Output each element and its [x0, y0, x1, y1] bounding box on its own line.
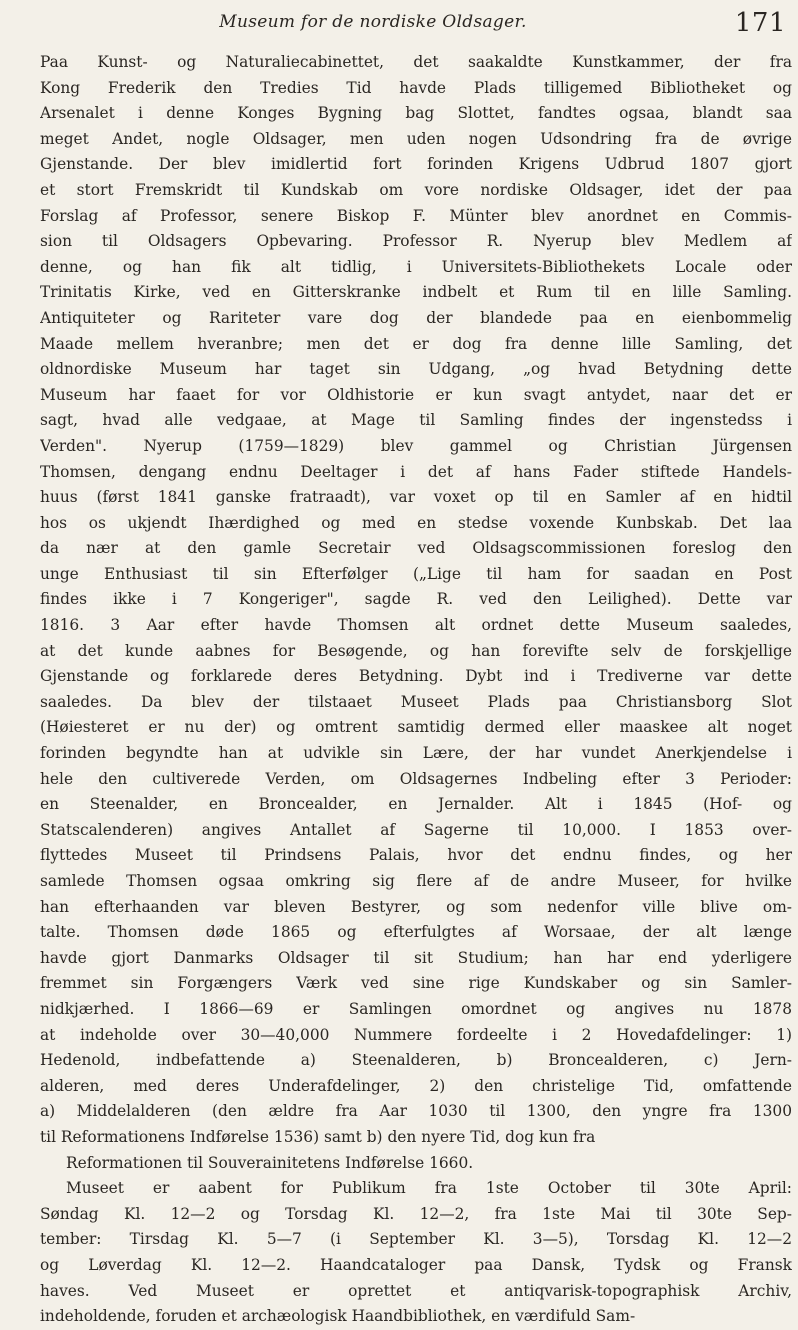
- text-line: indeholdende, foruden et archæologisk Haandbibliothek, en værdifuld Sam-: [40, 1307, 636, 1326]
- text-line: (Høiesteret er nu der) og omtrent samtidig dermed eller maaskee alt noget: [40, 718, 792, 737]
- text-line: et stort Fremskridt til Kundskab om vore nordiske Oldsager, idet der paa: [40, 180, 792, 199]
- running-head: Museum for de nordiske Oldsager.: [219, 12, 527, 32]
- text-line: a) Middelalderen (den ældre fra Aar 1030 til 1300, den yngre fra 1300: [40, 1102, 792, 1121]
- text-line: nidkjærhed. I 1866—69 er Samlingen omordnet og angives nu 1878: [40, 999, 792, 1018]
- text-line: unge Enthusiast til sin Efterfølger („Lige til ham for saadan en Post: [40, 564, 792, 583]
- page-header: [40, 8, 786, 46]
- text-line: en Steenalder, en Broncealder, en Jernalder. Alt i 1845 (Hof- og: [40, 795, 792, 814]
- text-line: huus (først 1841 ganske fratraadt), var voxet op til en Samler af en hidtil: [40, 488, 792, 507]
- text-line: Museum har faaet for vor Oldhistorie er kun svagt antydet, naar det er: [40, 385, 792, 404]
- text-line: Museet er aabent for Publikum fra 1ste October til 30te April:: [66, 1179, 792, 1198]
- text-line: Søndag Kl. 12—2 og Torsdag Kl. 12—2, fra 1ste Mai til 30te Sep-: [40, 1204, 792, 1223]
- text-line: havde gjort Danmarks Oldsager til sit Studium; han har end yderligere: [40, 948, 792, 967]
- text-line: sion til Oldsagers Opbevaring. Professor R. Nyerup blev Medlem af: [40, 232, 792, 251]
- text-line: saaledes. Da blev der tilstaaet Museet Plads paa Christiansborg Slot: [40, 692, 792, 711]
- text-line: hele den cultiverede Verden, om Oldsagernes Indbeling efter 3 Perioder:: [40, 769, 792, 788]
- text-line: Maade mellem hveranbre; men det er dog fra denne lille Samling, det: [40, 334, 792, 353]
- text-line: tember: Tirsdag Kl. 5—7 (i September Kl. 3—5), Torsdag Kl. 12—2: [40, 1230, 792, 1249]
- text-line: 1816. 3 Aar efter havde Thomsen alt ordnet dette Museum saaledes,: [40, 616, 792, 635]
- text-line: og Løverdag Kl. 12—2. Haandcataloger paa Dansk, Tydsk og Fransk: [40, 1255, 792, 1274]
- page-number: 171: [734, 8, 786, 38]
- text-line: at indeholde over 30—40,000 Nummere fordeelte i 2 Hovedafdelinger: 1): [40, 1025, 792, 1044]
- text-line: Hedenold, indbefattende a) Steenalderen, b) Broncealderen, c) Jern-: [40, 1051, 792, 1070]
- text-line: forinden begyndte han at udvikle sin Lære, der har vundet Anerkjendelse i: [40, 744, 792, 763]
- text-line: til Reformationens Indførelse 1536) samt b) den nyere Tid, dog kun fra: [40, 1127, 596, 1146]
- text-line: han efterhaanden var bleven Bestyrer, og som nedenfor ville blive om-: [40, 897, 792, 916]
- text-line: at det kunde aabnes for Besøgende, og han forevifte selv de forskjellige: [40, 641, 792, 660]
- text-line: alderen, med deres Underafdelinger, 2) den christelige Tid, omfattende: [40, 1076, 792, 1095]
- text-line: samlede Thomsen ogsaa omkring sig flere af de andre Museer, for hvilke: [40, 872, 792, 890]
- text-line: Paa Kunst- og Naturaliecabinettet, det saakaldte Kunstkammer, der fra: [40, 53, 792, 71]
- text-line: Statscalenderen) angives Antallet af Sagerne til 10,000. I 1853 over-: [40, 820, 792, 839]
- text-line: hos os ukjendt Ihærdighed og med en stedse voxende Kunbskab. Det laa: [40, 513, 792, 532]
- text-line: Forslag af Professor, senere Biskop F. Münter blev anordnet en Commis-: [40, 206, 792, 225]
- text-line: Gjenstande. Der blev imidlertid fort forinden Krigens Udbrud 1807 gjort: [40, 155, 792, 174]
- text-line: Antiquiteter og Rariteter vare dog der blandede paa en eienbommelig: [40, 308, 792, 327]
- text-line: oldnordiske Museum har taget sin Udgang, „og hvad Betydning dette: [40, 360, 792, 379]
- text-line: Trinitatis Kirke, ved en Gitterskranke indbelt et Rum til en lille Samling.: [40, 283, 792, 302]
- text-line: da nær at den gamle Secretair ved Oldsagscommissionen foreslog den: [40, 539, 792, 558]
- text-line: meget Andet, nogle Oldsager, men uden nogen Udsondring fra de øvrige: [40, 129, 792, 148]
- text-line: talte. Thomsen døde 1865 og efterfulgtes af Worsaae, der alt længe: [40, 923, 792, 942]
- text-line: Kong Frederik den Tredies Tid havde Plads tilligemed Bibliotheket og: [40, 78, 792, 97]
- body-text: [40, 50, 792, 1330]
- text-line: Verden". Nyerup (1759—1829) blev gammel og Christian Jürgensen: [40, 436, 792, 455]
- text-line: Arsenalet i denne Konges Bygning bag Slottet, fandtes ogsaa, blandt saa: [40, 104, 792, 123]
- text-line: flyttedes Museet til Prindsens Palais, hvor det endnu findes, og her: [40, 846, 792, 865]
- text-line: sagt, hvad alle vedgaae, at Mage til Samling findes der ingenstedss i: [40, 411, 792, 430]
- text-line: findes ikke i 7 Kongeriger", sagde R. ved den Leilighed). Dette var: [40, 590, 792, 609]
- text-line: haves. Ved Museet er oprettet et antiqvarisk-topographisk Archiv,: [40, 1281, 792, 1300]
- text-line: Thomsen, dengang endnu Deeltager i det af hans Fader stiftede Handels-: [40, 462, 792, 481]
- text-line: Reformationen til Souverainitetens Indførelse 1660.: [66, 1153, 474, 1172]
- text-line: Gjenstande og forklarede deres Betydning. Dybt ind i Trediverne var dette: [40, 667, 792, 686]
- text-line: denne, og han fik alt tidlig, i Universitets-Bibliothekets Locale oder: [40, 257, 792, 276]
- text-line: fremmet sin Forgængers Værk ved sine rige Kundskaber og sin Samler-: [40, 974, 792, 993]
